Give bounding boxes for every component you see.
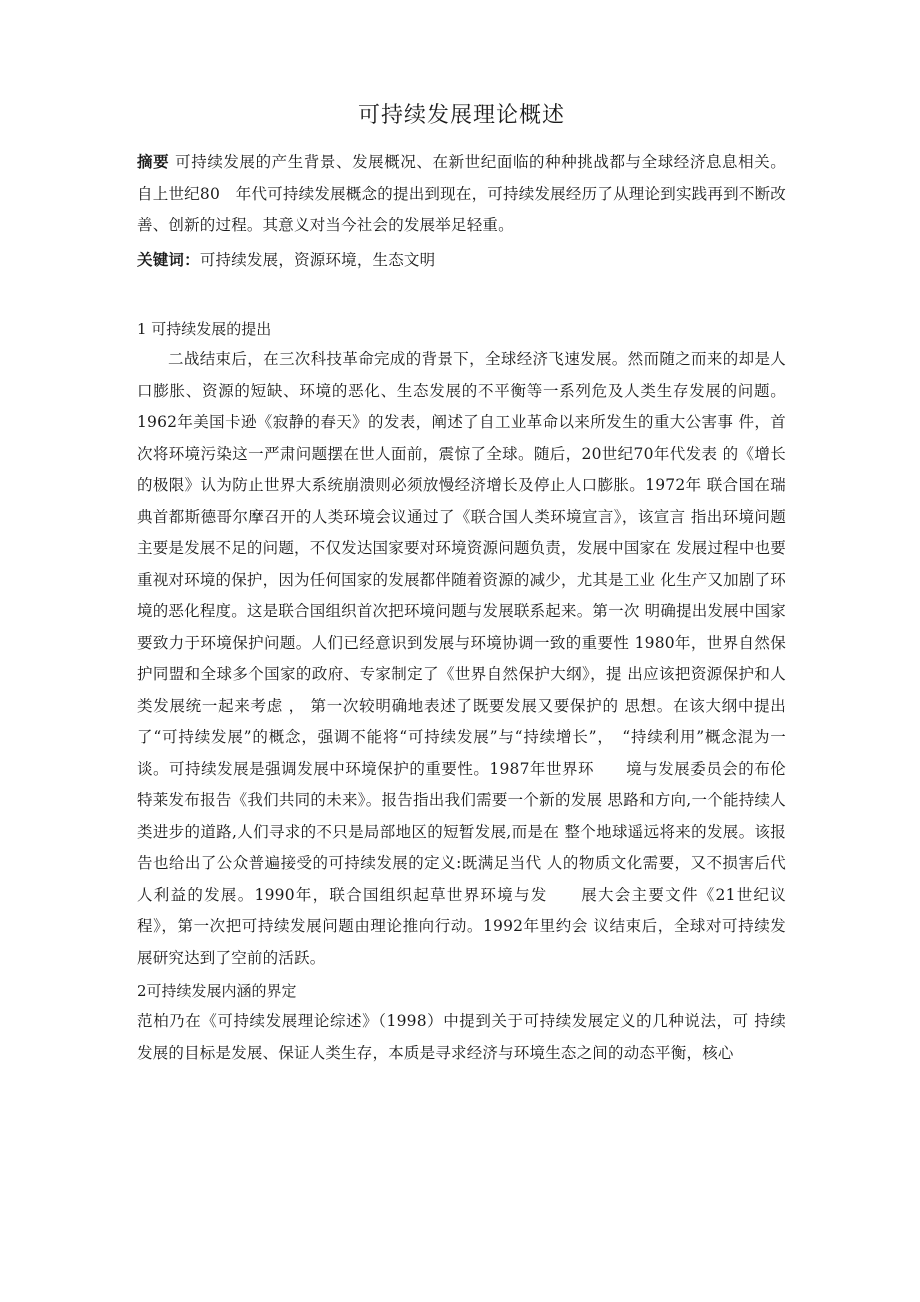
- document-title: 可持续发展理论概述: [357, 103, 565, 128]
- abstract-paragraph: [137, 146, 786, 242]
- keywords-label: 关键词：: [137, 249, 200, 269]
- keywords-text: 可持续发展，资源环境，生态文明: [199, 250, 436, 269]
- keywords-line: [137, 244, 786, 277]
- section-1-body: 二战结束后，在三次科技革命完成的背景下，全球经济飞速发展。然而随之而来的却是人口膨胀、资源的短缺、环境的恶化、生态发展的不平衡等一系列危及人类生存发展的问题。1962年美国卡逊《寂静的春天》的发表，阐述了自工业革命以来所发生的重大公害事 件，首次将环境污染这一严肃问题摆在世人面前，震惊了全球。随后，20世纪70年代发表 的《增长的极限》认为防止世界大系统崩溃则必须放慢经济增长及停止人口膨胀。1972年 联合国在瑞典首都斯德哥尔摩召开的人类环境会议通过了《联合国人类环境宣言》，该宣言 指出环境问题主要是发展不足的问题，不仅发达国家要对环境资源问题负责，发展中国家在 发展过程中也要重视对环境的保护，因为任何国家的发展都伴随着资源的减少，尤其是工业 化生产又加剧了环境的恶化程度。这是联合国组织首次把环境问题与发展联系起来。第一次 明确提出发展中国家要致力于环境保护问题。人们已经意识到发展与环境协调一致的重要性 1980年，世界自然保护同盟和全球多个国家的政府、专家制定了《世界自然保护大纲》，提 出应该把资源保护和人类发展统一起来考虑 ， 第一次较明确地表述了既要发展又要保护的 思想。在该大纲中提出了“可持续发展”的概念，强调不能将“可持续发展”与“持续增长”， “持续利用”概念混为一谈。可持续发展是强调发展中环境保护的重要性。1987年世界环 境与发展委员会的布伦特莱发布报告《我们共同的未来》。报告指出我们需要一个新的发展 思路和方向,一个能持续人类进步的道路,人们寻求的不只是局部地区的短暂发展,而是在 整个地球遥远将来的发展。该报告也给出了公众普遍接受的可持续发展的定义:既满足当代 人的物质文化需要，又不损害后代人利益的发展。1990年，联合国组织起草世界环境与发 展大会主要文件《21世纪议程》，第一次把可持续发展问题由理论推向行动。1992年里约会 议结束后，全球对可持续发展研究达到了空前的活跃。: [137, 350, 786, 967]
- section-2-body: 范柏乃在《可持续发展理论综述》（1998）中提到关于可持续发展定义的几种说法，可 持续发展的目标是发展、保证人类生存，本质是寻求经济与环境生态之间的动态平衡，核心: [137, 1012, 786, 1062]
- abstract-label: 摘要: [137, 152, 170, 171]
- section-1-heading: 1 可持续发展的提出: [137, 320, 272, 338]
- section-2-heading: 2可持续发展内涵的界定: [137, 982, 297, 1000]
- abstract-text: 可持续发展的产生背景、发展概况、在新世纪面临的种种挑战都与全球经济息息相关。自上世纪80 年代可持续发展概念的提出到现在，可持续发展经历了从理论到实践再到不断改善、创新的过程。其意义对当今社会的发展举足轻重。: [137, 153, 786, 234]
